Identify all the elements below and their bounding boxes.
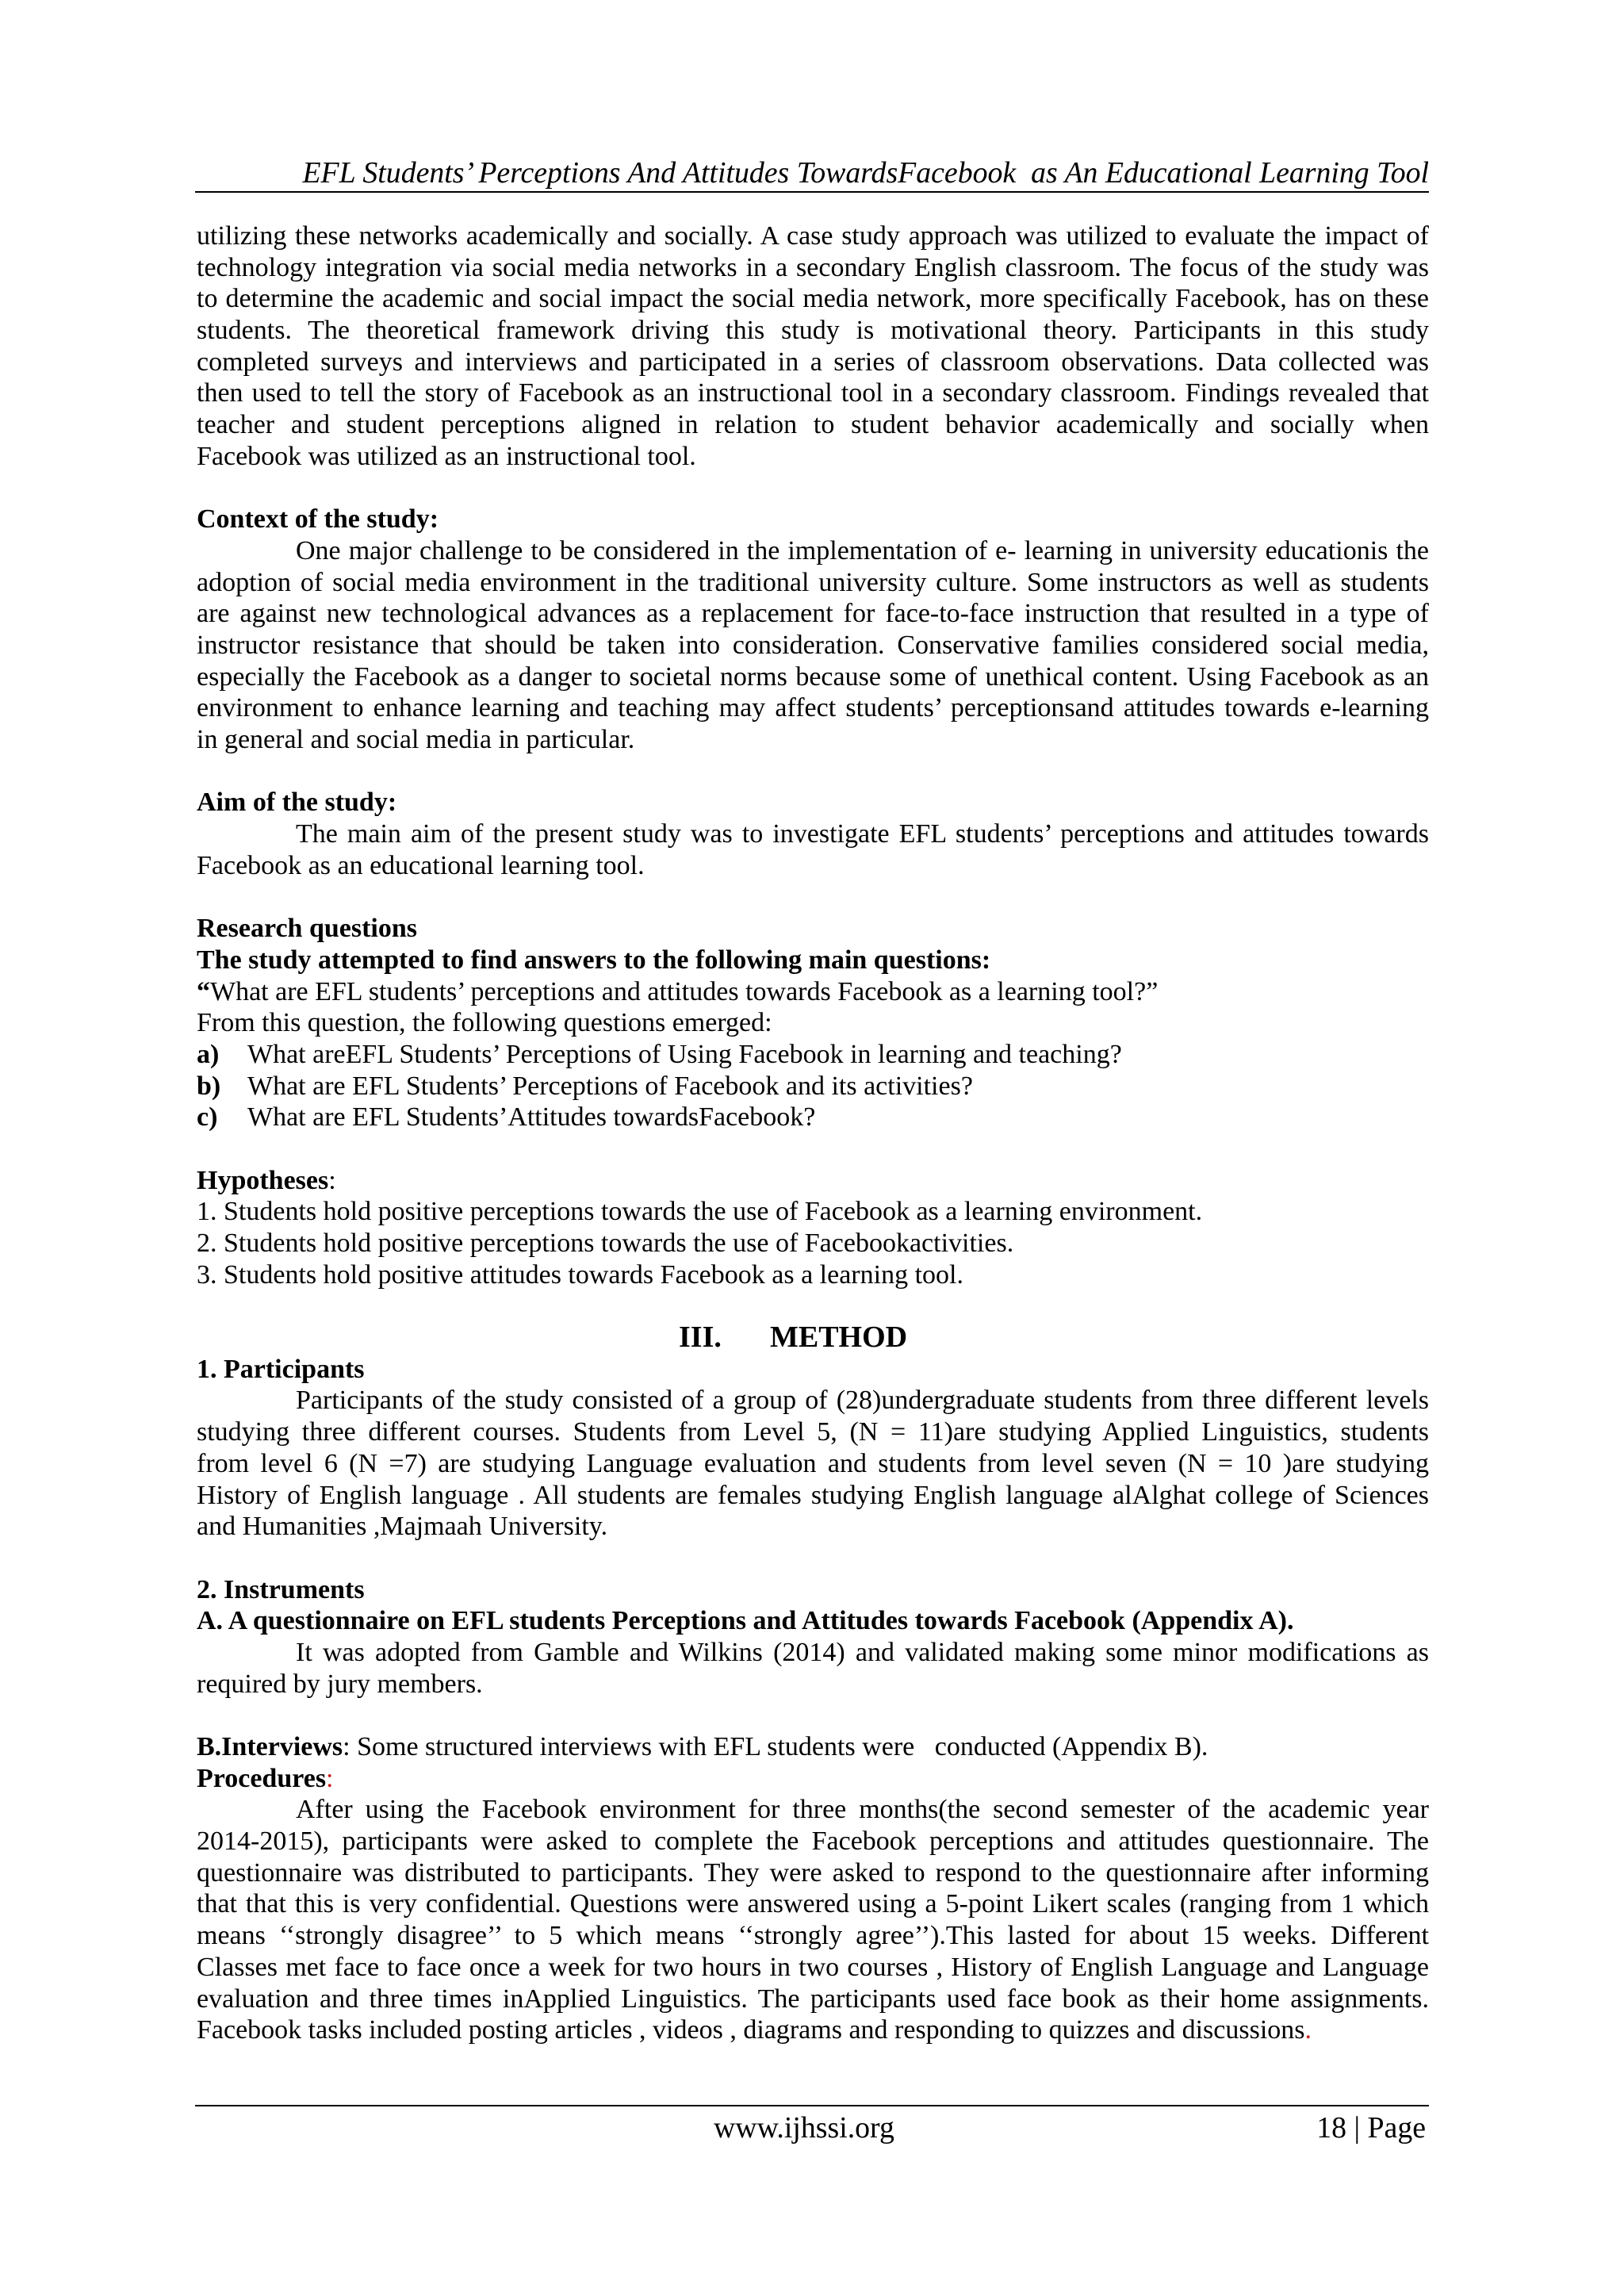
- participants-heading: 1. Participants: [197, 1354, 365, 1384]
- main-question-text: What are EFL students’ perceptions and attitudes towards Facebook as a learning tool?”: [210, 976, 1159, 1006]
- header-rule: [195, 191, 1429, 193]
- context-paragraph-line: One major challenge to be considered in the implementation of e- learning in university educationis the: [296, 535, 1429, 565]
- blank-line: [197, 1133, 1429, 1165]
- intro-paragraph-line: teacher and student perceptions aligned in relation to student behavior academically and socially when: [197, 410, 1429, 440]
- hypotheses-heading-text: Hypotheses: [197, 1165, 329, 1195]
- blank-line: [197, 1700, 1429, 1731]
- footer-website: www.ijhssi.org: [714, 2111, 894, 2145]
- procedures-paragraph-line: After using the Facebook environment for three months(the second semester of the academic year: [296, 1795, 1429, 1825]
- context-paragraph-line: are against new technological advances as a replacement for face-to-face instruction that resulted in a type of: [197, 599, 1429, 629]
- procedures-paragraph-line: means ‘‘strongly disagree’’ to 5 which means ‘‘strongly agree’’).This lasted for about 15 weeks. Different: [197, 1921, 1429, 1951]
- procedures-last-line-text: Facebook tasks included posting articles , videos , diagrams and responding to quizzes and discussions: [197, 2015, 1305, 2045]
- hypotheses-heading-colon: :: [328, 1165, 336, 1195]
- blank-line: [197, 756, 1429, 788]
- section-number: III.: [679, 1322, 722, 1354]
- intro-paragraph-line: students. The theoretical framework driving this study is motivational theory. Participants in this study: [197, 316, 1429, 346]
- hypothesis-item: 1. Students hold positive perceptions towards the use of Facebook as a learning environment.: [197, 1197, 1203, 1227]
- open-quote-mark: “: [197, 976, 210, 1006]
- interviews-label: B.Interviews: [197, 1732, 343, 1761]
- context-paragraph-line: environment to enhance learning and teaching may affect students’ perceptionsand attitudes towards e-learning: [197, 693, 1429, 723]
- aim-paragraph-line: The main aim of the present study was to investigate EFL students’ perceptions and attitudes towards: [296, 819, 1429, 849]
- context-paragraph-line: instructor resistance that should be taken into consideration. Conservative families considered social media,: [197, 630, 1429, 660]
- intro-paragraph-line: then used to tell the story of Facebook as an instructional tool in a secondary classroom. Findings revealed that: [197, 378, 1429, 408]
- instruments-heading: 2. Instruments: [197, 1574, 365, 1604]
- main-research-question: [197, 976, 1429, 1008]
- hypothesis-item: 2. Students hold positive perceptions towards the use of Facebookactivities.: [197, 1228, 1014, 1258]
- interviews-line: [197, 1731, 1429, 1763]
- procedures-heading-colon: :: [326, 1763, 334, 1793]
- list-item: [197, 1039, 1429, 1071]
- list-item-text: What are EFL Students’Attitudes towardsFacebook?: [247, 1102, 816, 1133]
- page-body: [197, 220, 1429, 2046]
- intro-paragraph-line: completed surveys and interviews and participated in a series of classroom observations. Data collected was: [197, 347, 1429, 377]
- procedures-paragraph-line: that that this is very confidential. Questions were answered using a 5-point Likert scales (ranging from 1 which: [197, 1889, 1429, 1919]
- footer-rule: [195, 2105, 1429, 2106]
- blank-line: [197, 1543, 1429, 1574]
- research-questions-subheading: The study attempted to find answers to the following main questions:: [197, 945, 991, 975]
- section-heading-method: [197, 1322, 1429, 1354]
- blank-line: [197, 881, 1429, 913]
- list-item-label: c): [197, 1102, 218, 1133]
- context-heading: Context of the study:: [197, 504, 439, 535]
- intro-paragraph-line: Facebook was utilized as an instructional tool.: [197, 441, 696, 471]
- procedures-paragraph-line: 2014-2015), participants were asked to complete the Facebook perceptions and attitudes questionnaire. The: [197, 1826, 1429, 1857]
- aim-heading: Aim of the study:: [197, 788, 397, 818]
- intro-paragraph-line: to determine the academic and social impact the social media network, more specifically Facebook, has on these: [197, 284, 1429, 314]
- running-header-title: EFL Students’ Perceptions And Attitudes TowardsFacebook as An Educational Learning Tool: [302, 156, 1429, 190]
- list-item-label: a): [197, 1039, 220, 1069]
- intro-paragraph-line: technology integration via social media networks in a secondary English classroom. The focus of the study was: [197, 252, 1429, 282]
- research-questions-heading: Research questions: [197, 914, 417, 944]
- participants-paragraph-line: History of English language . All students are females studying English language alAlghat college of Sciences: [197, 1480, 1429, 1510]
- questionnaire-paragraph-line: It was adopted from Gamble and Wilkins (2014) and validated making some minor modifications as: [296, 1637, 1429, 1667]
- procedures-paragraph-line: Classes met face to face once a week for two hours in two courses , History of English Language and Language: [197, 1952, 1429, 1982]
- list-item-text: What areEFL Students’ Perceptions of Using Facebook in learning and teaching?: [247, 1039, 1122, 1069]
- footer-page-number: 18 | Page: [1316, 2111, 1426, 2145]
- aim-paragraph-line: Facebook as an educational learning tool.: [197, 850, 645, 880]
- list-item-label: b): [197, 1071, 221, 1101]
- context-paragraph-line: in general and social media in particular.: [197, 725, 635, 754]
- questionnaire-heading: A. A questionnaire on EFL students Perceptions and Attitudes towards Facebook (Appendix A).: [197, 1606, 1294, 1636]
- context-paragraph-line: especially the Facebook as a danger to societal norms because some of unethical content. Using Facebook as an: [197, 661, 1429, 692]
- hypothesis-item: 3. Students hold positive attitudes towards Facebook as a learning tool.: [197, 1259, 963, 1290]
- questionnaire-paragraph-line: required by jury members.: [197, 1669, 483, 1699]
- hypotheses-heading: [197, 1165, 1429, 1197]
- participants-paragraph-line: studying three different courses. Students from Level 5, (N = 11)are studying Applied Linguistics, students: [197, 1417, 1429, 1447]
- procedures-final-period: .: [1304, 2015, 1312, 2045]
- participants-paragraph-line: Participants of the study consisted of a group of (28)undergraduate students from three different levels: [296, 1386, 1429, 1416]
- section-title: METHOD: [770, 1322, 908, 1354]
- procedures-heading-text: Procedures: [197, 1763, 327, 1793]
- list-item-text: What are EFL Students’ Perceptions of Facebook and its activities?: [247, 1071, 973, 1101]
- procedures-heading: [197, 1763, 1429, 1795]
- participants-paragraph-line: from level 6 (N =7) are studying Language evaluation and students from level seven (N = 10 )are studying: [197, 1448, 1429, 1478]
- participants-paragraph-line: and Humanities ,Majmaah University.: [197, 1512, 608, 1542]
- context-paragraph-line: adoption of social media environment in the traditional university culture. Some instructors as well as students: [197, 567, 1429, 597]
- blank-line: [197, 1290, 1429, 1322]
- research-questions-lead-in: From this question, the following questions emerged:: [197, 1008, 772, 1038]
- procedures-paragraph-line: questionnaire was distributed to participants. They were asked to respond to the questionnaire after informing: [197, 1857, 1429, 1888]
- list-item: [197, 1071, 1429, 1102]
- procedures-paragraph-last-line: [197, 2014, 1429, 2046]
- list-item: [197, 1102, 1429, 1133]
- interviews-text: : Some structured interviews with EFL students were conducted (Appendix B).: [343, 1732, 1208, 1761]
- blank-line: [197, 473, 1429, 504]
- procedures-paragraph-line: evaluation and three times inApplied Linguistics. The participants used face book as their home assignments.: [197, 1984, 1429, 2014]
- intro-paragraph-line: utilizing these networks academically and socially. A case study approach was utilized to evaluate the impact of: [197, 221, 1429, 251]
